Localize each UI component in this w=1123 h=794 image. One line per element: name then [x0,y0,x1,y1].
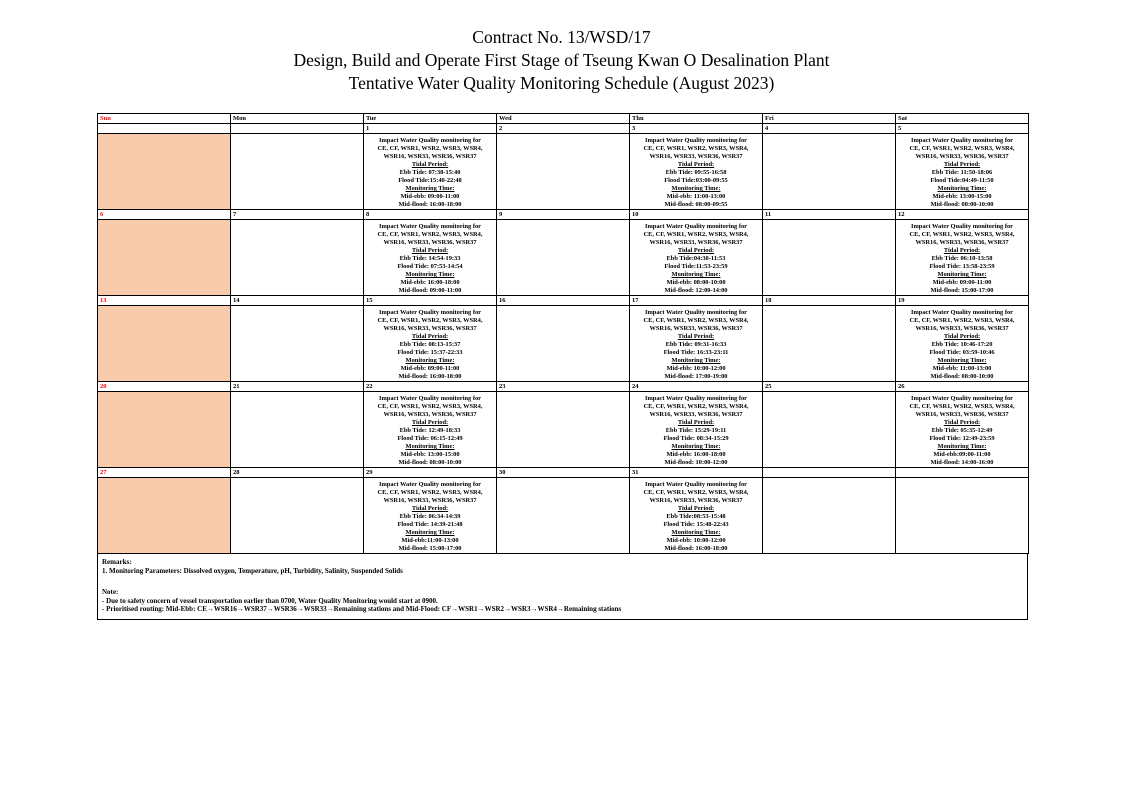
day-number [231,124,364,134]
monitoring-time-label: Monitoring Time: [937,357,987,364]
mid-flood-time: Mid-flood: 14:00-16:00 [930,459,994,466]
monitoring-header: Impact Water Quality monitoring for [378,481,481,488]
mid-flood-time: Mid-flood: 08:00-09:55 [664,201,728,208]
monitoring-stations: CE, CF, WSR1, WSR2, WSR3, WSR4, WSR16, WSR33, WSR36, WSR37 [377,489,483,504]
tidal-period-label: Tidal Period: [943,333,981,340]
monitoring-time-label: Monitoring Time: [671,357,721,364]
ebb-tide-time: Ebb Tide: 12:49-18:33 [399,427,461,434]
day-cell [98,478,231,554]
ebb-tide-time: Ebb Tide: 14:54-19:33 [399,255,461,262]
monitoring-entry [630,392,762,467]
monitoring-time-label: Monitoring Time: [405,357,455,364]
tidal-period-label: Tidal Period: [943,247,981,254]
day-cell [630,134,763,210]
mid-flood-time: Mid-flood: 15:00-17:00 [930,287,994,294]
flood-tide-time: Flood Tide:15:40-22:48 [398,177,462,184]
day-number: 19 [896,296,1029,306]
day-number: 31 [630,468,763,478]
day-cell [364,478,497,554]
day-number [98,124,231,134]
note-routing: - Prioritised routing: Mid-Ebb: CE→WSR16→WSR37→WSR36→WSR33→Remaining stations and Mid-Flood: CF→WSR1→WSR2→WSR3→WSR4→Remaining stations [102,605,622,613]
day-number: 25 [763,382,896,392]
day-cell [231,220,364,296]
day-number: 27 [98,468,231,478]
mid-flood-time: Mid-flood: 08:00-10:00 [930,373,994,380]
ebb-tide-time: Ebb Tide: 05:35-12:49 [931,427,993,434]
flood-tide-time: Flood Tide: 13:58-23:59 [929,263,995,270]
day-cell [896,306,1029,382]
monitoring-time-label: Monitoring Time: [671,443,721,450]
day-number: 16 [497,296,630,306]
day-cell [497,220,630,296]
flood-tide-time: Flood Tide: 15:37-22:33 [397,349,463,356]
tidal-period-label: Tidal Period: [411,161,449,168]
flood-tide-time: Flood Tide: 16:33-23:11 [663,349,729,356]
mid-flood-time: Mid-flood: 16:00-18:00 [398,201,462,208]
monitoring-entry [364,306,496,381]
mid-flood-time: Mid-flood: 16:00-18:00 [664,545,728,552]
day-cell [896,478,1029,554]
remarks-line-parameters: 1. Monitoring Parameters: Dissolved oxygen, Temperature, pH, Turbidity, Salinity, Suspended Solids [102,566,403,575]
day-header-wed: Wed [497,114,630,124]
day-number: 10 [630,210,763,220]
monitoring-time-label: Monitoring Time: [405,529,455,536]
tidal-period-label: Tidal Period: [677,505,715,512]
mid-ebb-time: Mid-ebb:09:00-11:00 [933,451,991,458]
flood-tide-time: Flood Tide: 08:34-15:29 [663,435,729,442]
ebb-tide-time: Ebb Tide: 07:38-15:40 [399,169,461,176]
monitoring-stations: CE, CF, WSR1, WSR2, WSR3, WSR4, WSR16, WSR33, WSR36, WSR37 [643,145,749,160]
day-cell [364,220,497,296]
tidal-period-label: Tidal Period: [411,247,449,254]
flood-tide-time: Flood Tide:03:00-09:55 [664,177,728,184]
monitoring-header: Impact Water Quality monitoring for [378,137,481,144]
tidal-period-label: Tidal Period: [411,505,449,512]
monitoring-header: Impact Water Quality monitoring for [910,137,1013,144]
day-number: 26 [896,382,1029,392]
ebb-tide-time: Ebb Tide:04:30-11:53 [666,255,726,262]
ebb-tide-time: Ebb Tide: 09:55-16:58 [665,169,727,176]
mid-ebb-time: Mid-ebb: 11:00-13:00 [666,193,726,200]
day-cell [630,392,763,468]
day-cell [630,306,763,382]
monitoring-time-label: Monitoring Time: [937,271,987,278]
monitoring-time-label: Monitoring Time: [405,443,455,450]
tidal-period-label: Tidal Period: [677,161,715,168]
monitoring-header: Impact Water Quality monitoring for [910,309,1013,316]
day-cell [763,478,896,554]
day-number: 22 [364,382,497,392]
monitoring-entry [630,134,762,209]
monitoring-entry [630,478,762,553]
remarks-title: Remarks: [102,558,132,566]
note-safety: - Due to safety concern of vessel transportation earlier than 0700, Water Quality Monitoring would start at 0900. [102,596,438,605]
day-number: 15 [364,296,497,306]
day-header-tue: Tue [364,114,497,124]
monitoring-entry [630,220,762,295]
day-cell [630,478,763,554]
flood-tide-time: Flood Tide:04:49-11:50 [930,177,994,184]
monitoring-header: Impact Water Quality monitoring for [378,223,481,230]
flood-tide-time: Flood Tide: 07:53-14:54 [397,263,463,270]
mid-ebb-time: Mid-ebb: 13:00-15:00 [400,451,460,458]
mid-flood-time: Mid-flood: 15:00-17:00 [398,545,462,552]
monitoring-header: Impact Water Quality monitoring for [910,223,1013,230]
day-cell [497,306,630,382]
monitoring-stations: CE, CF, WSR1, WSR2, WSR3, WSR4, WSR16, WSR33, WSR36, WSR37 [643,403,749,418]
monitoring-stations: CE, CF, WSR1, WSR2, WSR3, WSR4, WSR16, WSR33, WSR36, WSR37 [643,489,749,504]
day-number: 6 [98,210,231,220]
day-number: 24 [630,382,763,392]
day-cell [896,220,1029,296]
ebb-tide-time: Ebb Tide: 09:31-16:33 [665,341,727,348]
ebb-tide-time: Ebb Tide: 06:10-13:58 [931,255,993,262]
day-cell [98,134,231,210]
mid-ebb-time: Mid-ebb: 10:00-12:00 [666,365,726,372]
tidal-period-label: Tidal Period: [943,161,981,168]
schedule-title: Tentative Water Quality Monitoring Schedule (August 2023) [348,73,775,93]
mid-ebb-time: Mid-ebb: 09:00-11:00 [400,193,460,200]
monitoring-header: Impact Water Quality monitoring for [644,309,747,316]
day-number: 1 [364,124,497,134]
flood-tide-time: Flood Tide: 06:15-12:49 [397,435,463,442]
day-number: 29 [364,468,497,478]
day-cell [231,134,364,210]
monitoring-stations: CE, CF, WSR1, WSR2, WSR3, WSR4, WSR16, WSR33, WSR36, WSR37 [909,231,1015,246]
ebb-tide-time: Ebb Tide: 06:34-14:39 [399,513,461,520]
day-header-mon: Mon [231,114,364,124]
tidal-period-label: Tidal Period: [677,419,715,426]
mid-ebb-time: Mid-ebb: 16:00-18:00 [666,451,726,458]
ebb-tide-time: Ebb Tide: 15:29-19:11 [665,427,727,434]
day-cell [231,306,364,382]
note-title: Note: [102,588,119,596]
monitoring-time-label: Monitoring Time: [405,271,455,278]
day-number: 28 [231,468,364,478]
day-header-sat: Sat [896,114,1029,124]
monitoring-entry [896,306,1028,381]
day-cell [497,134,630,210]
flood-tide-time: Flood Tide: 12:49-23:59 [929,435,995,442]
monitoring-stations: CE, CF, WSR1, WSR2, WSR3, WSR4, WSR16, WSR33, WSR36, WSR37 [377,403,483,418]
monitoring-entry [896,134,1028,209]
mid-flood-time: Mid-flood: 10:00-12:00 [664,459,728,466]
day-cell [763,220,896,296]
tidal-period-label: Tidal Period: [943,419,981,426]
ebb-tide-time: Ebb Tide:08:53-15:48 [666,513,726,520]
day-number: 12 [896,210,1029,220]
day-number: 11 [763,210,896,220]
monitoring-time-label: Monitoring Time: [671,529,721,536]
monitoring-stations: CE, CF, WSR1, WSR2, WSR3, WSR4, WSR16, WSR33, WSR36, WSR37 [909,317,1015,332]
flood-tide-time: Flood Tide:11:53-23:59 [664,263,728,270]
mid-ebb-time: Mid-ebb: 16:00-18:00 [400,279,460,286]
mid-flood-time: Mid-flood: 16:00-18:00 [398,373,462,380]
day-cell [98,392,231,468]
monitoring-time-label: Monitoring Time: [405,185,455,192]
day-number: 14 [231,296,364,306]
tidal-period-label: Tidal Period: [411,333,449,340]
flood-tide-time: Flood Tide: 15:48-22:43 [663,521,729,528]
monitoring-stations: CE, CF, WSR1, WSR2, WSR3, WSR4, WSR16, WSR33, WSR36, WSR37 [909,145,1015,160]
tidal-period-label: Tidal Period: [411,419,449,426]
remarks-box [97,554,1028,620]
day-number: 8 [364,210,497,220]
day-cell [364,306,497,382]
day-number: 20 [98,382,231,392]
monitoring-time-label: Monitoring Time: [671,185,721,192]
ebb-tide-time: Ebb Tide: 08:13-15:37 [399,341,461,348]
day-number: 17 [630,296,763,306]
monitoring-stations: CE, CF, WSR1, WSR2, WSR3, WSR4, WSR16, WSR33, WSR36, WSR37 [377,231,483,246]
mid-ebb-time: Mid-ebb: 10:00-12:00 [666,537,726,544]
day-cell [364,134,497,210]
day-cell [896,134,1029,210]
mid-ebb-time: Mid-ebb: 09:00-11:00 [400,365,460,372]
contract-number: Contract No. 13/WSD/17 [472,27,651,47]
mid-flood-time: Mid-flood: 09:00-11:00 [398,287,462,294]
day-number: 18 [763,296,896,306]
monitoring-entry [364,220,496,295]
day-cell [763,134,896,210]
monitoring-header: Impact Water Quality monitoring for [644,137,747,144]
day-number: 2 [497,124,630,134]
day-number: 3 [630,124,763,134]
mid-flood-time: Mid-flood: 08:00-10:00 [398,459,462,466]
monitoring-entry [630,306,762,381]
project-title: Design, Build and Operate First Stage of Tseung Kwan O Desalination Plant [293,50,830,70]
monitoring-header: Impact Water Quality monitoring for [644,223,747,230]
tidal-period-label: Tidal Period: [677,333,715,340]
monitoring-entry [364,134,496,209]
tidal-period-label: Tidal Period: [677,247,715,254]
day-number: 21 [231,382,364,392]
mid-ebb-time: Mid-ebb: 11:00-13:00 [932,365,992,372]
monitoring-stations: CE, CF, WSR1, WSR2, WSR3, WSR4, WSR16, WSR33, WSR36, WSR37 [643,317,749,332]
monitoring-entry [364,478,496,553]
day-number: 30 [497,468,630,478]
day-number [896,468,1029,478]
mid-flood-time: Mid-flood: 17:00-19:00 [664,373,728,380]
day-cell [98,306,231,382]
monitoring-entry [896,220,1028,295]
day-cell [231,392,364,468]
day-number: 9 [497,210,630,220]
day-number [763,468,896,478]
document-title-block [0,0,1123,95]
day-header-fri: Fri [763,114,896,124]
monitoring-header: Impact Water Quality monitoring for [644,395,747,402]
flood-tide-time: Flood Tide: 14:39-21:48 [397,521,463,528]
calendar-table [97,113,1029,554]
monitoring-entry [896,392,1028,467]
mid-flood-time: Mid-flood: 12:00-14:00 [664,287,728,294]
day-number: 4 [763,124,896,134]
day-cell [231,478,364,554]
monitoring-stations: CE, CF, WSR1, WSR2, WSR3, WSR4, WSR16, WSR33, WSR36, WSR37 [909,403,1015,418]
monitoring-stations: CE, CF, WSR1, WSR2, WSR3, WSR4, WSR16, WSR33, WSR36, WSR37 [377,317,483,332]
day-cell [896,392,1029,468]
day-cell [763,392,896,468]
monitoring-stations: CE, CF, WSR1, WSR2, WSR3, WSR4, WSR16, WSR33, WSR36, WSR37 [377,145,483,160]
day-number: 13 [98,296,231,306]
day-cell [630,220,763,296]
monitoring-stations: CE, CF, WSR1, WSR2, WSR3, WSR4, WSR16, WSR33, WSR36, WSR37 [643,231,749,246]
monitoring-header: Impact Water Quality monitoring for [644,481,747,488]
monitoring-time-label: Monitoring Time: [671,271,721,278]
monitoring-header: Impact Water Quality monitoring for [910,395,1013,402]
day-cell [497,392,630,468]
ebb-tide-time: Ebb Tide: 10:46-17:20 [931,341,993,348]
mid-ebb-time: Mid-ebb: 08:00-10:00 [666,279,726,286]
flood-tide-time: Flood Tide: 03:59-10:46 [929,349,995,356]
monitoring-time-label: Monitoring Time: [937,185,987,192]
ebb-tide-time: Ebb Tide: 11:50-18:06 [931,169,993,176]
day-header-thu: Thu [630,114,763,124]
day-number: 5 [896,124,1029,134]
monitoring-header: Impact Water Quality monitoring for [378,309,481,316]
day-cell [98,220,231,296]
monitoring-header: Impact Water Quality monitoring for [378,395,481,402]
mid-ebb-time: Mid-ebb:11:00-13:00 [401,537,459,544]
day-cell [763,306,896,382]
day-cell [364,392,497,468]
mid-flood-time: Mid-flood: 08:00-10:00 [930,201,994,208]
day-number: 7 [231,210,364,220]
mid-ebb-time: Mid-ebb: 13:00-15:00 [932,193,992,200]
day-number: 23 [497,382,630,392]
monitoring-time-label: Monitoring Time: [937,443,987,450]
monitoring-entry [364,392,496,467]
day-cell [497,478,630,554]
mid-ebb-time: Mid-ebb: 09:00-11:00 [932,279,992,286]
day-header-sun: Sun [98,114,231,124]
